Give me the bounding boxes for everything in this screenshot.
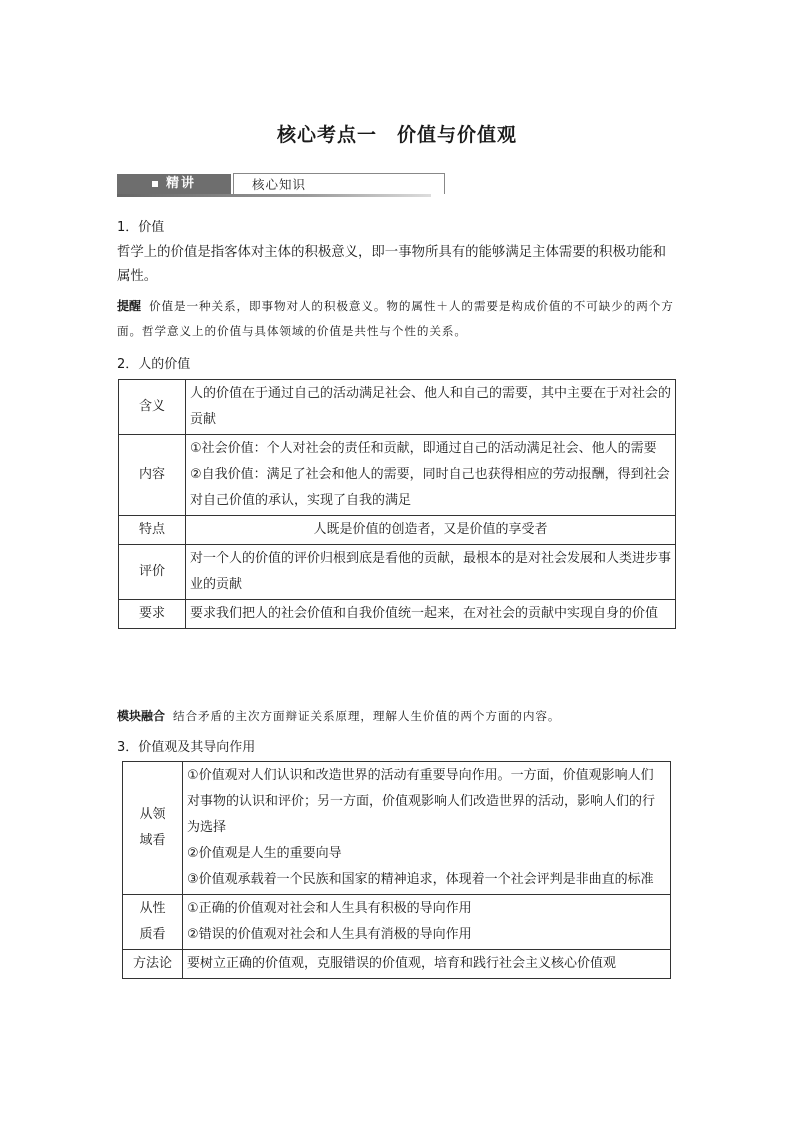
banner-dark-label: 精讲	[166, 176, 197, 191]
value-view-table	[122, 761, 671, 979]
fusion-paragraph	[117, 704, 679, 729]
row-header: 要求	[119, 600, 186, 629]
row-line: ③价值观承载着一个民族和国家的精神追求，体现着一个社会评判是非曲直的标准	[187, 872, 654, 887]
table-row	[119, 516, 676, 545]
banner-rule	[117, 194, 431, 197]
banner-dark-tag	[117, 174, 231, 194]
row-header-line: 从领	[139, 807, 166, 822]
row-line: 人的价值在于通过自己的活动满足社会、他人和自己的需要，其中主要在于对社会的贡献	[190, 386, 672, 427]
banner-tab-label: 核心知识	[252, 177, 307, 192]
section-banner	[117, 173, 431, 197]
row-header-line: 质看	[139, 927, 166, 942]
table-row	[119, 435, 676, 516]
square-bullet-icon	[152, 181, 158, 187]
row-content	[186, 516, 676, 545]
row-header-line: 方法论	[132, 956, 172, 971]
row-line: ①正确的价值观对社会和人生具有积极的导向作用	[187, 901, 472, 916]
table-row	[123, 895, 671, 950]
section3-heading: 3．价值观及其导向作用	[117, 740, 256, 755]
fusion-label: 模块融合	[117, 709, 166, 723]
row-line: 人既是价值的创造者，又是价值的享受者	[313, 522, 548, 537]
table-row	[123, 762, 671, 895]
table-row	[123, 950, 671, 979]
row-content	[186, 545, 676, 600]
row-header	[123, 950, 183, 979]
row-line: 要树立正确的价值观，克服错误的价值观，培育和践行社会主义核心价值观	[187, 956, 617, 971]
table-row	[119, 380, 676, 435]
row-header-line: 域看	[139, 833, 166, 848]
row-content	[183, 895, 671, 950]
row-header: 内容	[119, 435, 186, 516]
row-line: ②错误的价值观对社会和人生具有消极的导向作用	[187, 927, 472, 942]
row-header	[123, 762, 183, 895]
row-header-line: 从性	[139, 901, 166, 916]
tip-text: 价值是一种关系，即事物对人的积极意义。物的属性＋人的需要是构成价值的不可缺少的两个方面。哲学意义上的价值与具体领域的价值是共性与个性的关系。	[117, 299, 674, 338]
row-header: 评价	[119, 545, 186, 600]
row-line: ②自我价值：满足了社会和他人的需要，同时自己也获得相应的劳动报酬，得到社会对自己价值的承认，实现了自我的满足	[190, 467, 670, 508]
row-header: 含义	[119, 380, 186, 435]
row-content	[183, 950, 671, 979]
banner-tab	[233, 173, 445, 194]
table-row	[119, 600, 676, 629]
section2-heading: 2．人的价值	[117, 357, 191, 372]
row-content	[183, 762, 671, 895]
section1-text: 哲学上的价值是指客体对主体的积极意义，即一事物所具有的能够满足主体需要的积极功能和属性。	[117, 245, 667, 284]
table-row	[119, 545, 676, 600]
row-line: ①社会价值：个人对社会的责任和贡献，即通过自己的活动满足社会、他人的需要	[190, 441, 657, 456]
page-title: 核心考点一 价值与价值观	[276, 124, 517, 146]
row-line: ②价值观是人生的重要向导	[187, 846, 342, 861]
row-content	[186, 380, 676, 435]
tip-paragraph	[117, 294, 679, 344]
row-content	[186, 435, 676, 516]
row-content	[186, 600, 676, 629]
row-line: ①价值观对人们认识和改造世界的活动有重要导向作用。一方面，价值观影响人们对事物的认识和评价；另一方面，价值观影响人们改造世界的活动，影响人们的行为选择	[187, 768, 656, 835]
human-value-table	[118, 379, 676, 629]
tip-label: 提醒	[117, 299, 142, 313]
fusion-text: 结合矛盾的主次方面辩证关系原理，理解人生价值的两个方面的内容。	[173, 709, 561, 723]
row-line: 要求我们把人的社会价值和自我价值统一起来，在对社会的贡献中实现自身的价值	[190, 606, 659, 621]
row-header: 特点	[119, 516, 186, 545]
section1-heading: 1．价值	[117, 220, 165, 235]
row-header	[123, 895, 183, 950]
row-line: 对一个人的价值的评价归根到底是看他的贡献，最根本的是对社会发展和人类进步事业的贡献	[190, 551, 672, 592]
